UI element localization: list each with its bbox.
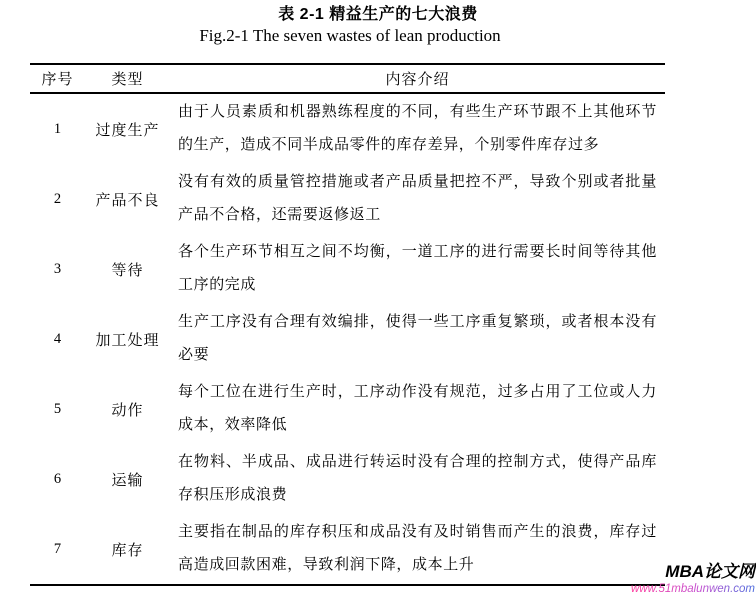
seven-wastes-table	[30, 63, 665, 586]
table-title-en: Fig.2-1 The seven wastes of lean production	[199, 26, 501, 45]
row-index: 1	[53, 120, 62, 137]
row-index: 5	[53, 400, 62, 417]
header-index: 序号	[30, 64, 85, 93]
table-title-zh: 表 2-1 精益生产的七大浪费	[278, 6, 478, 23]
table-row	[30, 234, 665, 304]
row-type: 动作	[111, 402, 144, 419]
row-index: 4	[53, 330, 62, 347]
row-description: 由于人员素质和机器熟练程度的不同，有些生产环节跟不上其他环节的生产，造成不同半成品零件的库存差异，个别零件库存过多	[178, 104, 657, 153]
table-row	[30, 374, 665, 444]
watermark-url: www.51mbalunwen.com	[630, 583, 755, 595]
watermark-site-name: MBA论文网	[665, 562, 755, 581]
row-description: 各个生产环节相互之间不均衡，一道工序的进行需要长时间等待其他工序的完成	[178, 244, 657, 293]
row-type: 加工处理	[95, 332, 160, 349]
row-description: 主要指在制品的库存积压和成品没有及时销售而产生的浪费，库存过高造成回款困难，导致利润下降，成本上升	[178, 524, 657, 573]
row-type: 运输	[111, 472, 144, 489]
row-type: 产品不良	[95, 192, 160, 209]
table-row	[30, 444, 665, 514]
row-description: 在物料、半成品、成品进行转运时没有合理的控制方式，使得产品库存积压形成浪费	[178, 454, 657, 503]
row-type: 等待	[111, 262, 144, 279]
row-description: 每个工位在进行生产时，工序动作没有规范，过多占用了工位或人力成本，效率降低	[178, 384, 657, 433]
header-type: 类型	[85, 64, 170, 93]
table-row	[30, 514, 665, 585]
table-row	[30, 164, 665, 234]
row-description: 生产工序没有合理有效编排，使得一些工序重复繁琐，或者根本没有必要	[178, 314, 657, 363]
table-row	[30, 93, 665, 164]
table-row	[30, 304, 665, 374]
table-header-row	[30, 64, 665, 93]
row-index: 2	[53, 190, 62, 207]
row-index: 3	[53, 260, 62, 277]
row-index: 7	[53, 540, 62, 557]
row-index: 6	[53, 470, 62, 487]
row-description: 没有有效的质量管控措施或者产品质量把控不严，导致个别或者批量产品不合格，还需要返修返工	[178, 174, 657, 223]
row-type: 过度生产	[95, 122, 160, 139]
row-type: 库存	[111, 542, 144, 559]
header-description: 内容介绍	[170, 64, 665, 93]
